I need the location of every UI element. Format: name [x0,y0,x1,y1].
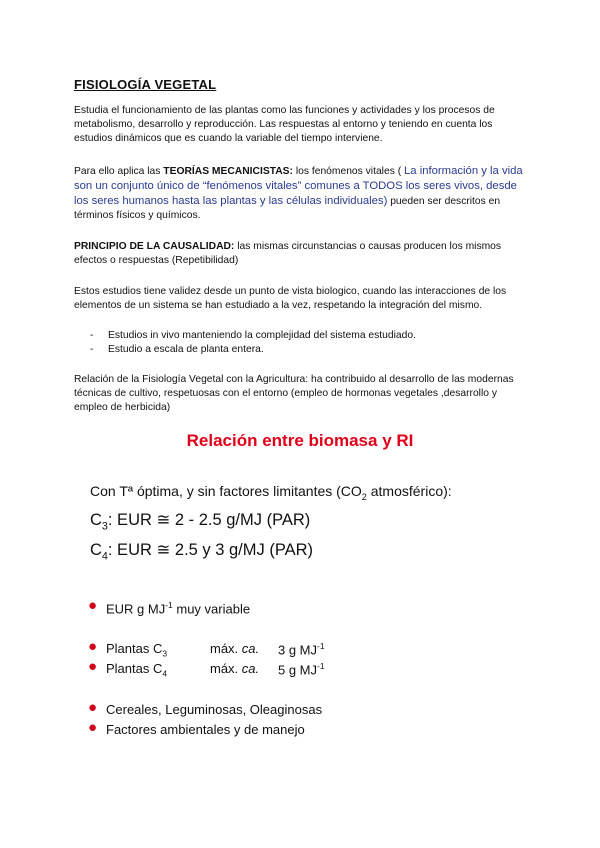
page-title: FISIOLOGÍA VEGETAL [74,77,217,92]
agricultura-paragraph: Relación de la Fisiología Vegetal con la Agricultura: ha contribuido al desarrollo de las modernas técnicas de cultivo, respetuosas con el entorno (empleo de hormonas vegetales ,desarrollo y empleo de herbicida) [74,374,514,413]
pc4-sup: -1 [317,661,325,671]
plantas-c3-max [210,641,259,656]
p2-blue-text: La información y la vida son un conjunto único de “fenómenos vitales” comunes a TODOS los seres vivos, desde los seres humanos hasta las plantas y las células individuales) [74,165,523,207]
p3-bold: PRINCIPIO DE LA CAUSALIDAD: [74,241,235,252]
p2-bold: TEORÍAS MECANICISTAS: [163,166,293,177]
plantas-c3-label [106,641,167,659]
pc3-label: Plantas C [106,641,163,656]
list-item: - Estudios in vivo manteniendo la complejidad del sistema estudiado. [90,329,416,343]
pc3-max: máx. [210,641,242,656]
condition-line [90,483,452,502]
pc4-ca: ca. [241,661,260,676]
eur-label: EUR g MJ [106,601,166,617]
studies-list [90,329,416,357]
condition-sub: 2 [361,491,367,502]
c3-value: : EUR ≅ 2 - 2.5 g/MJ (PAR) [107,511,311,529]
c3-sub: 3 [101,520,108,533]
c4-eur-line [90,540,313,562]
pc3-val: 3 g MJ [278,642,318,658]
bullet-dot-icon: ● [88,658,98,675]
mecanicistas-paragraph [74,164,524,223]
validez-paragraph: Estos estudios tiene validez desde un punto de vista biologico, cuando las interacciones de los elementos de un sistema se han estudiado a la vez, respetando la integración del mismo. [74,286,507,311]
crops-text: Cereales, Leguminosas, Oleaginosas [106,702,323,717]
pc3-sup: -1 [317,641,325,651]
c4-label: C [90,541,102,559]
pc4-max: máx. [210,661,242,676]
intro-paragraph: Estudia el funcionamiento de las plantas como las funciones y actividades y los procesos de metabolismo, desarrollo y reproducción. Las respuestas al entorno y teniendo en cuenta los estudios dinámicos que es cuando la variable del tiempo interviene. [74,105,495,144]
condition-text-end: atmosférico): [366,483,452,499]
pc4-val: 5 g MJ [278,662,318,678]
eur-text [106,600,250,616]
eur-sup: -1 [165,600,173,610]
slide-title: Relación entre biomasa y RI [186,431,414,450]
factors-text: Factores ambientales y de manejo [106,722,305,737]
plantas-c4-label [106,661,167,679]
causalidad-paragraph [74,240,524,268]
p2-pre: Para ello aplica las [74,166,164,177]
list-item: - Estudio a escala de planta entera. [90,343,416,357]
p2-post: pueden ser descritos en términos físicos y químicos. [74,196,501,221]
bullet-dot-icon: ● [88,597,98,614]
eur-note: muy variable [172,601,251,617]
bullet-dot-icon: ● [88,638,98,655]
plantas-c4-value [278,661,325,677]
bullet-dot-icon: ● [88,699,98,716]
pc3-ca: ca. [241,641,260,656]
c3-label: C [90,511,102,529]
c4-value: : EUR ≅ 2.5 y 3 g/MJ (PAR) [107,541,314,559]
pc3-sub: 3 [162,648,168,659]
bullet-dot-icon: ● [88,719,98,736]
p2-mid: los fenómenos vitales ( [292,166,404,177]
pc4-sub: 4 [162,668,168,679]
plantas-c3-value [278,641,325,657]
pc4-label: Plantas C [106,661,163,676]
p3-rest: las mismas circunstancias o causas producen los mismos efectos o respuestas (Repetibilidad) [74,241,502,266]
plantas-c4-max [210,661,259,676]
c3-eur-line [90,510,310,532]
condition-text: Con Tª óptima, y sin factores limitantes (CO [90,483,362,499]
c4-sub: 4 [101,550,108,563]
